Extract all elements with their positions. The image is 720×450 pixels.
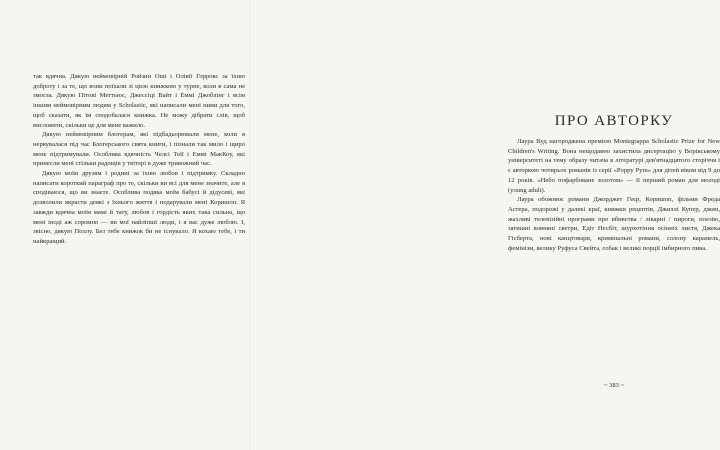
ack-paragraph-1: так вдячна. Дякую неймовірній Ройзин Оші і Олівії Горрокс за їхню доброту і за те, що вони поїхали зі цією книжкою у турне, коли в сама не змогла. Дякую Пітові Меттьюс, Джессіці Вайт і Еммі Джоблінг і всім іншим неймовірним людям у Scholastic, які написали мені ниии для того, щоб сказати, як їм сподобалася книжка. Не можу дібрати слів, щоб висловити, скільки це для мене важило. (33, 73, 245, 129)
bio-paragraph-2: Лаура обожнює романи Джорджет Геєр, Коришоп, фільми Фреда Астера, подорожі у далекі краї, книжки рецептів, Джиллі Купер, джин, жахливі телевізійні програми про вбивства / лікарні / пироги, поезію, затишні вовняні светри, Едіт Несбіт, шурхотіння осінніх листя, Джека Гісберта, нові канцтовари, кримінальні романи, солону карамель, фемінізм, велику Руфуса Свейта, собак і великі порції імбирного пива. (508, 196, 720, 252)
left-page (0, 0, 250, 450)
ack-paragraph-3: Дякую моїм друзям і родині за їхню любов і підтримку. Складно написати короткий параграф про те, скільки ви всі для мене значите, але я сподіваюся, що ви знаєте. Особлива подяка моїм бабусі й дідусеві, які дозволили вкрасти деякі з їхнього життя і подарували мені Коришоп. Я завжди вдячна моїм мамі й тату, любов і гордість яких така сильна, що мені іноді аж соромно — ви мої найліпші люди, і я вас дуже люблю. І, звісно, дякую Поллу. Без тебе книжок би не існувало. Я кохаю тебе, і ти найкращий. (33, 170, 245, 245)
ack-paragraph-2: Дякую неймовірним блогерам, які підбадьорювали мене, коли я нервувалася під час Блогерського свята книги, і пізнали так мило і щиро мене підтримували. Особлива вдячність Челсі Тоїї і Еммі МакКоу, які принесли мені стільки радощів у твітері в дуже тривожний час. (33, 131, 245, 168)
acknowledgements-text (33, 72, 245, 247)
about-author-heading: ПРО АВТОРКУ (554, 113, 674, 129)
author-bio-text (508, 137, 720, 253)
right-page (250, 0, 720, 450)
bio-paragraph-1: Лаура Вуд нагороджена премією Montegrappa Scholastic Prize for New Children's Writing. Вона нещодавно захистила дисертацію у Ворікському університеті на тему образу читача в літературі дев'ятнадцятого сторіччя і є авторкою чотирьох романів із серії «Poppy Pym» для дітей віком від 9 до 12 років. «Небо пофарбоване золотом» — її перший роман для молоді (young adult). (508, 138, 720, 194)
page-number: ~ 383 ~ (603, 382, 625, 389)
